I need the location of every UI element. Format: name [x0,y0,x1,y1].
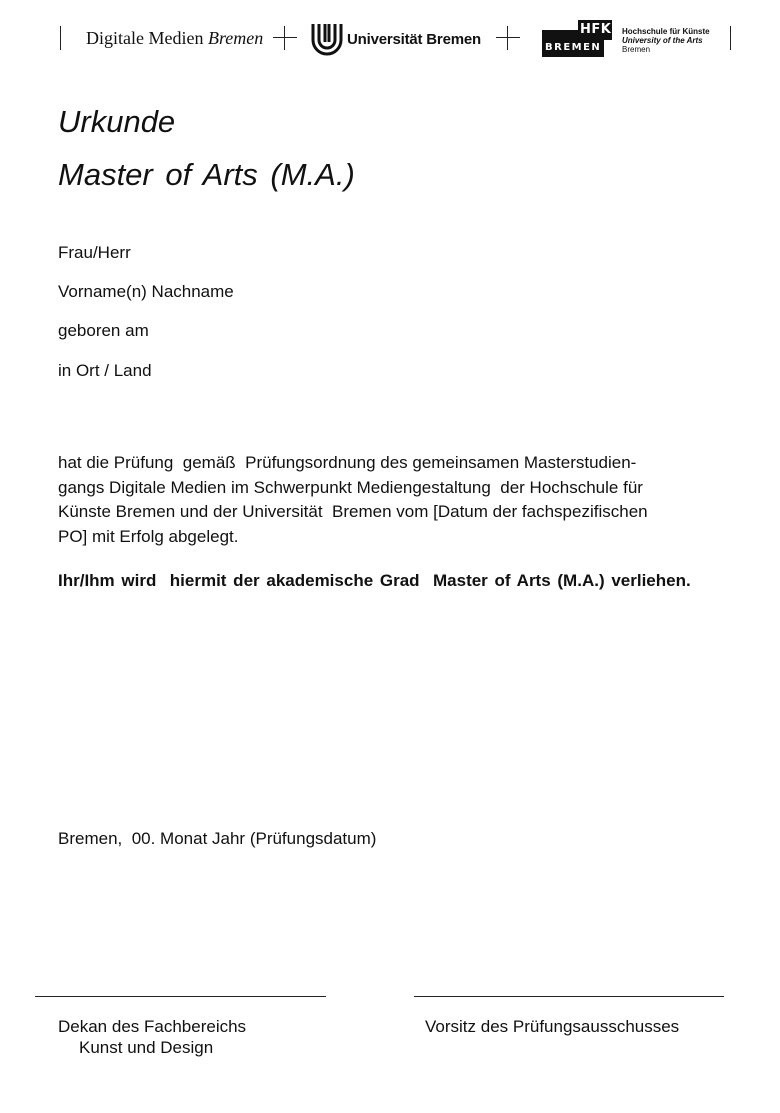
certificate-body [58,451,718,549]
hfk-logo-line3: Bremen [622,45,651,54]
signature-label-faculty: Kunst und Design [79,1038,214,1057]
hfk-logo-mark-top: HFK [580,22,612,37]
digitale-medien-logo [86,28,263,49]
hfk-logo-mark [542,20,612,58]
degree-conferral: Ihr/Ihm wird hiermit der akademische Grad Master of Arts (M.A.) verliehen. [58,571,691,590]
birth-date-label: geboren am [58,321,149,340]
hfk-logo-line1: Hochschule für Künste [622,27,710,36]
digitale-medien-logo-city: Bremen [207,28,264,48]
logo-header [0,18,780,62]
certificate-body-line: Künste Bremen und der Universität Bremen vom [Datum der fachspezifischen [58,502,648,521]
document-title: Urkunde [58,104,176,139]
universitaet-bremen-logo-text: Universität Bremen [347,31,481,48]
digitale-medien-logo-text: Digitale Medien [86,28,204,48]
signature-line-chair [414,996,724,997]
divider-right [730,26,731,50]
university-bremen-logo-icon [310,22,344,56]
salutation: Frau/Herr [58,243,131,262]
plus-divider-icon [273,26,297,50]
certificate-body-line: gangs Digitale Medien im Schwerpunkt Mediengestaltung der Hochschule für [58,477,643,497]
birthplace: in Ort / Land [58,361,152,380]
signature-line-dean [35,996,326,997]
hfk-logo-text [622,27,710,54]
plus-divider-icon [496,26,520,50]
signature-label-dean: Dekan des Fachbereichs [58,1017,247,1036]
place-and-date: Bremen, 00. Monat Jahr (Prüfungsdatum) [58,829,377,848]
degree-title: Master of Arts (M.A.) [58,157,355,192]
graduate-name: Vorname(n) Nachname [58,282,234,301]
divider-left [60,26,61,50]
hfk-logo-mark-bottom: BREMEN [545,42,602,53]
signature-label-chair: Vorsitz des Prüfungsausschusses [425,1017,680,1036]
certificate-body-line: PO] mit Erfolg abgelegt. [58,526,239,546]
hfk-logo-line2: University of the Arts [622,36,703,45]
certificate-body-line: hat die Prüfung gemäß Prüfungsordnung des gemeinsamen Masterstudien- [58,453,637,472]
hfk-bremen-logo [542,20,722,58]
